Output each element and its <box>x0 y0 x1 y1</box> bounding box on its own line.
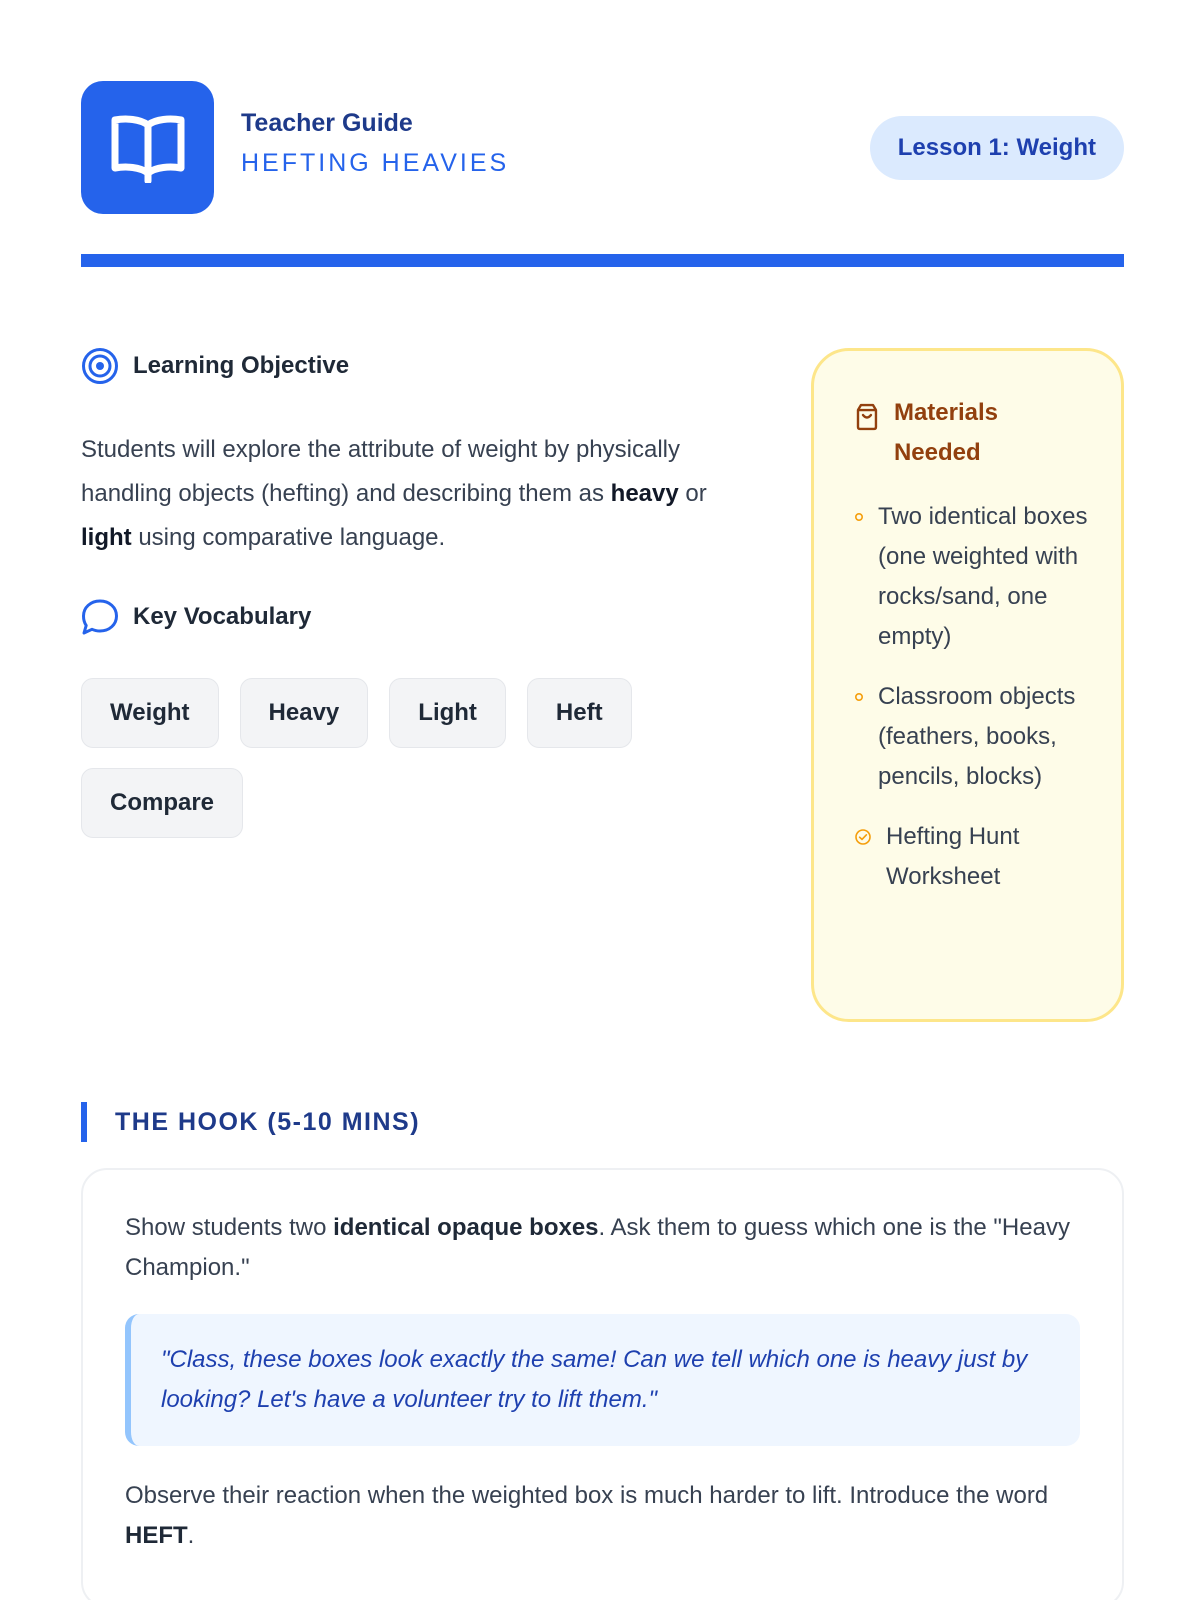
materials-list <box>854 497 1091 897</box>
list-item <box>854 677 1091 797</box>
hook-p2-a: Observe their reaction when the weighted box is much harder to lift. Introduce the word <box>125 1482 1049 1509</box>
hook-p1-a: Show students two <box>125 1214 334 1241</box>
speech-bubble-icon <box>81 598 119 636</box>
hook-card <box>81 1168 1124 1600</box>
objective-text-a: Students will explore the attribute of weight by physically handling objects (hefting) and describing them as <box>81 436 680 507</box>
vocab-chip-heft: Heft <box>527 678 632 748</box>
objective-text-c: using comparative language. <box>131 524 446 551</box>
list-item <box>854 497 1091 657</box>
hook-paragraph-2 <box>125 1476 1080 1556</box>
objective-heading: Learning Objective <box>133 352 350 379</box>
teacher-script-quote: "Class, these boxes look exactly the same! Can we tell which one is heavy just by looking? Let's have a volunteer try to lift them." <box>125 1314 1080 1446</box>
guide-title: Teacher Guide <box>241 109 413 137</box>
vocab-chip-weight: Weight <box>81 678 219 748</box>
vocab-chip-compare: Compare <box>81 768 243 838</box>
guide-header <box>81 81 1124 214</box>
guide-subtitle: HEFTING HEAVIES <box>241 149 510 177</box>
vocab-chip-light: Light <box>389 678 506 748</box>
lesson-badge: Lesson 1: Weight <box>870 116 1124 180</box>
materials-card <box>811 348 1124 1022</box>
bag-icon <box>854 403 880 431</box>
objective-text-b: or <box>678 480 707 507</box>
bullet-circle-icon <box>854 692 864 702</box>
materials-heading: Materials Needed <box>893 399 999 466</box>
hook-p2-b: . <box>187 1522 195 1549</box>
objective-bold-heavy: heavy <box>610 480 679 507</box>
materials-heading-row <box>854 393 1091 473</box>
vocabulary-heading-row <box>81 598 311 636</box>
vocab-chip-heavy: Heavy <box>240 678 369 748</box>
vocabulary-chips <box>81 678 691 838</box>
materials-item-text: Classroom objects (feathers, books, pencils, blocks) <box>878 683 1076 790</box>
objective-text <box>81 428 731 560</box>
objective-heading-row <box>81 347 349 385</box>
open-book-icon <box>110 113 186 183</box>
bullet-circle-icon <box>854 512 864 522</box>
hook-heading: THE HOOK (5-10 MINS) <box>81 1102 420 1142</box>
objective-bold-light: light <box>81 524 132 551</box>
hook-p1-bold: identical opaque boxes <box>333 1214 599 1241</box>
materials-item-text: Two identical boxes (one weighted with rocks/sand, one empty) <box>878 503 1088 650</box>
hook-p1-b: . Ask them to guess which one is the "Heavy Champion." <box>125 1214 1070 1281</box>
vocabulary-heading: Key Vocabulary <box>133 603 312 630</box>
hook-paragraph-1 <box>125 1208 1080 1288</box>
logo <box>81 81 214 214</box>
target-icon <box>81 347 119 385</box>
header-divider <box>81 254 1124 267</box>
title-block <box>241 107 509 179</box>
check-circle-icon <box>854 828 872 846</box>
list-item <box>854 817 1091 897</box>
materials-item-text: Hefting Hunt Worksheet <box>886 823 1020 890</box>
hook-p2-bold: HEFT <box>125 1522 188 1549</box>
